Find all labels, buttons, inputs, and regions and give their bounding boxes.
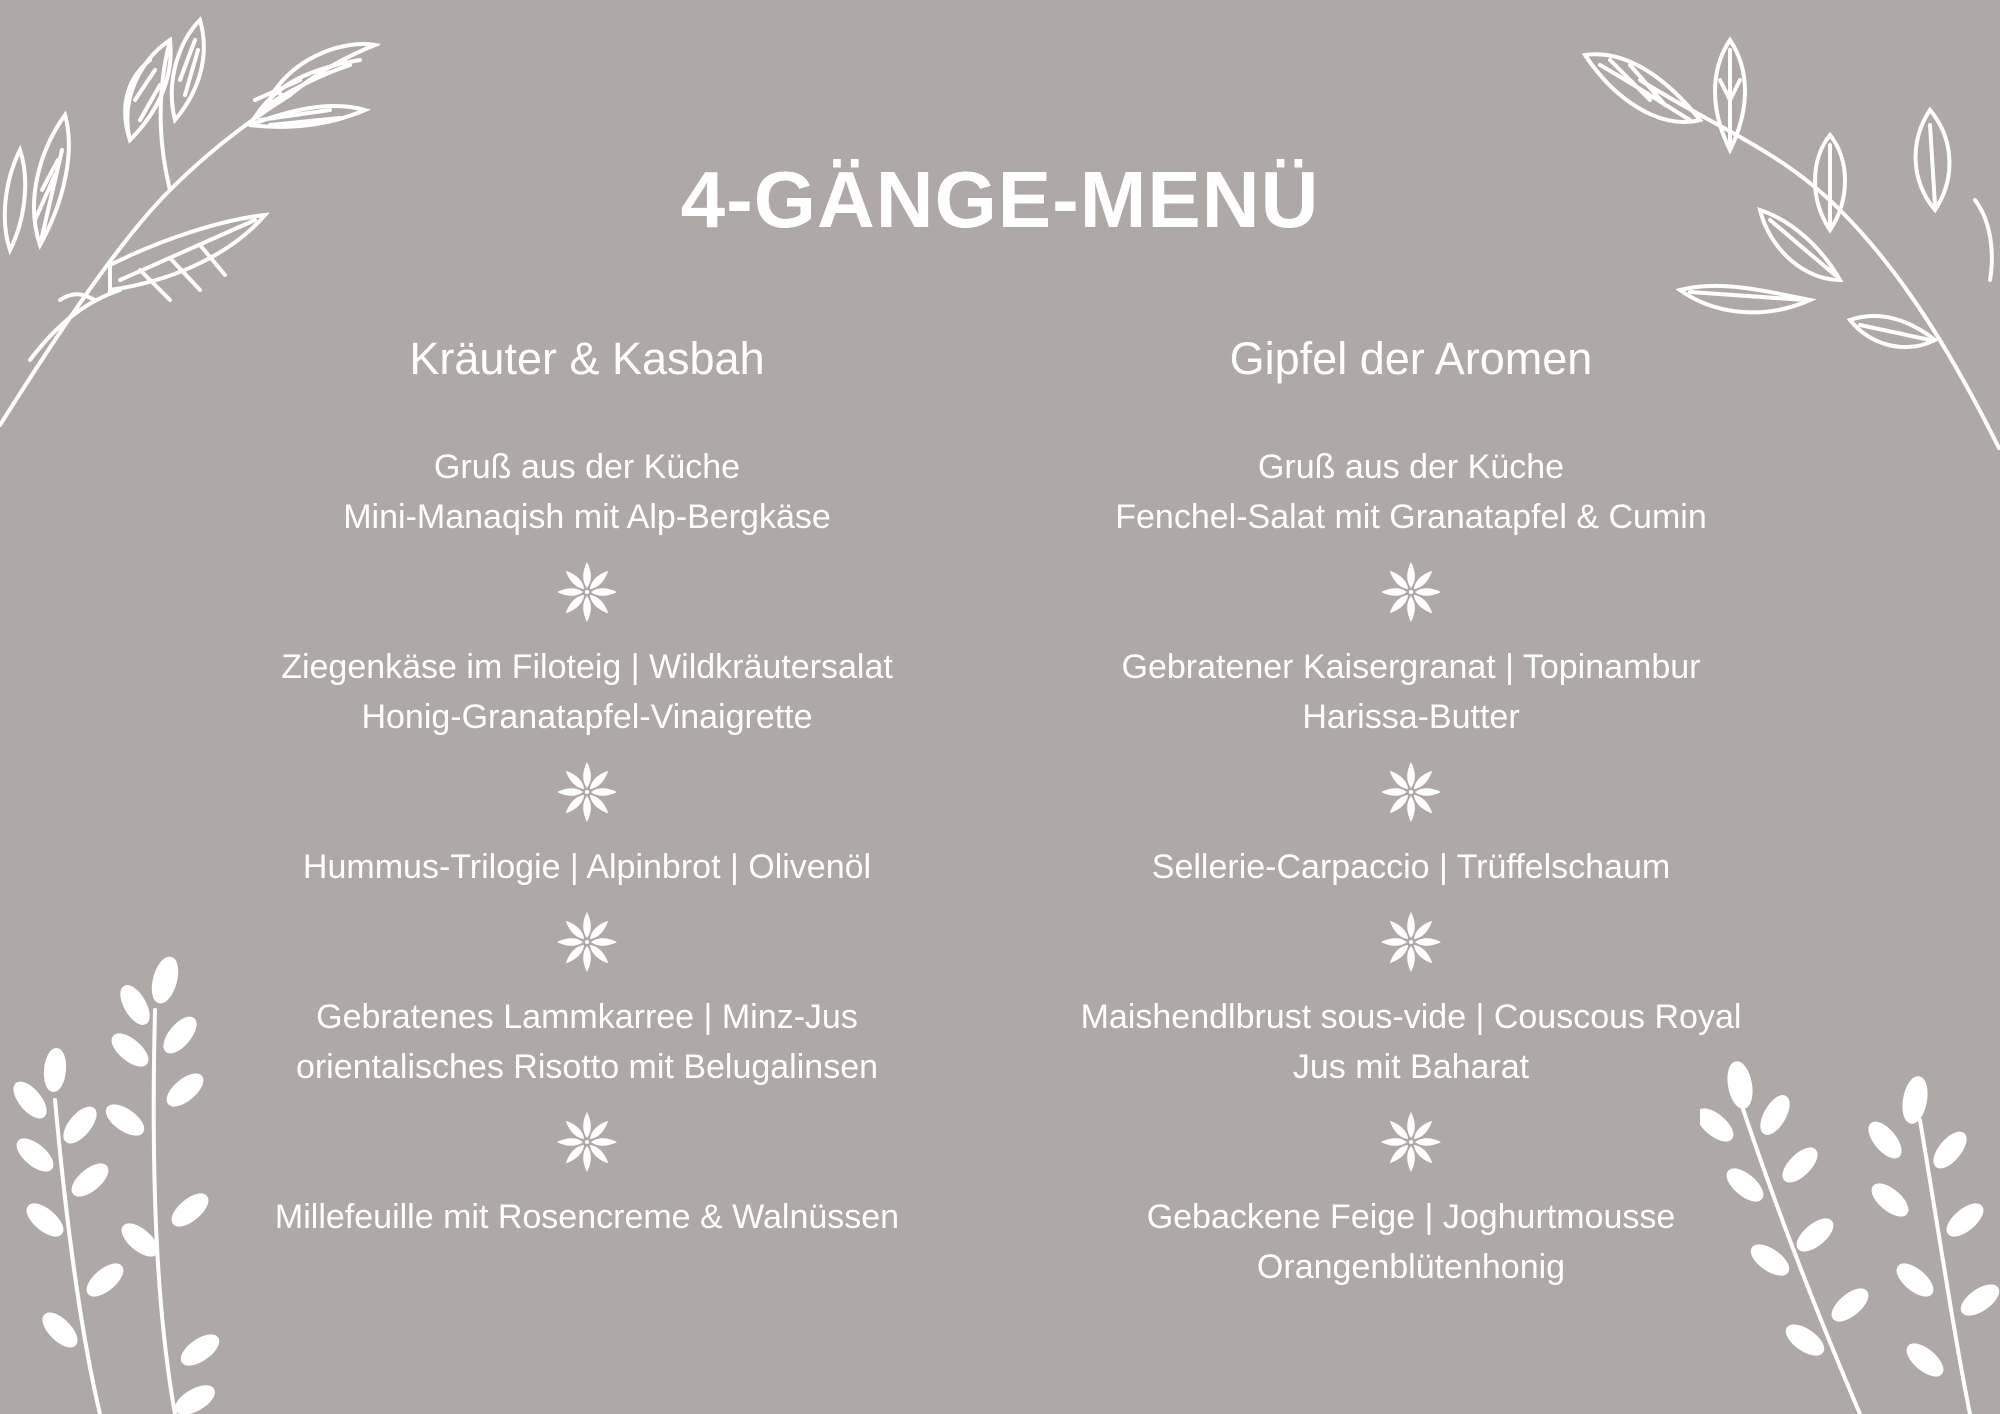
course-4 (207, 992, 967, 1092)
course-5 (207, 1192, 967, 1242)
flower-separator-icon (1031, 542, 1791, 642)
course-line: Ziegenkäse im Filoteig | Wildkräutersalat (281, 648, 893, 686)
course-3 (1031, 842, 1791, 892)
course-line: orientalisches Risotto mit Belugalinsen (295, 1048, 879, 1086)
flower-separator-icon (1031, 742, 1791, 842)
course-1 (207, 442, 967, 542)
course-line: Sellerie-Carpaccio | Trüffelschaum (1151, 848, 1671, 886)
course-line: Maishendlbrust sous-vide | Couscous Royal (1080, 998, 1742, 1036)
course-line: Gebratener Kaisergranat | Topinambur (1121, 648, 1701, 686)
course-line: Gebackene Feige | Joghurtmousse (1146, 1198, 1676, 1236)
course-line: Jus mit Baharat (1292, 1048, 1530, 1086)
course-line: Hummus-Trilogie | Alpinbrot | Olivenöl (302, 848, 872, 886)
course-line: Gebratenes Lammkarree | Minz-Jus (316, 998, 858, 1036)
flower-separator-icon (1031, 1092, 1791, 1192)
course-3 (207, 842, 967, 892)
course-line: Harissa-Butter (1302, 698, 1520, 736)
course-line: Honig-Granatapfel-Vinaigrette (361, 698, 813, 736)
course-line: Gruß aus der Küche (433, 448, 741, 486)
flower-separator-icon (207, 1092, 967, 1192)
menu-column-left (207, 333, 967, 1242)
flower-separator-icon (207, 542, 967, 642)
flower-separator-icon (207, 892, 967, 992)
page-title: 4-GÄNGE-MENÜ (680, 155, 1320, 244)
course-1 (1031, 442, 1791, 542)
course-line: Millefeuille mit Rosencreme & Walnüssen (274, 1198, 900, 1236)
menu-name: Gipfel der Aromen (1229, 333, 1593, 384)
menu-name: Kräuter & Kasbah (409, 333, 765, 384)
course-2 (207, 642, 967, 742)
course-line: Mini-Manaqish mit Alp-Bergkäse (343, 498, 831, 536)
thyme-sprig-bottom-left-icon (0, 950, 240, 1414)
flower-separator-icon (207, 742, 967, 842)
course-2 (1031, 642, 1791, 742)
course-5 (1031, 1192, 1791, 1292)
menu-column-right (1031, 333, 1791, 1292)
course-line: Fenchel-Salat mit Granatapfel & Cumin (1115, 498, 1707, 536)
course-line: Orangenblütenhonig (1256, 1248, 1566, 1286)
flower-separator-icon (1031, 892, 1791, 992)
course-line: Gruß aus der Küche (1257, 448, 1565, 486)
course-4 (1031, 992, 1791, 1092)
